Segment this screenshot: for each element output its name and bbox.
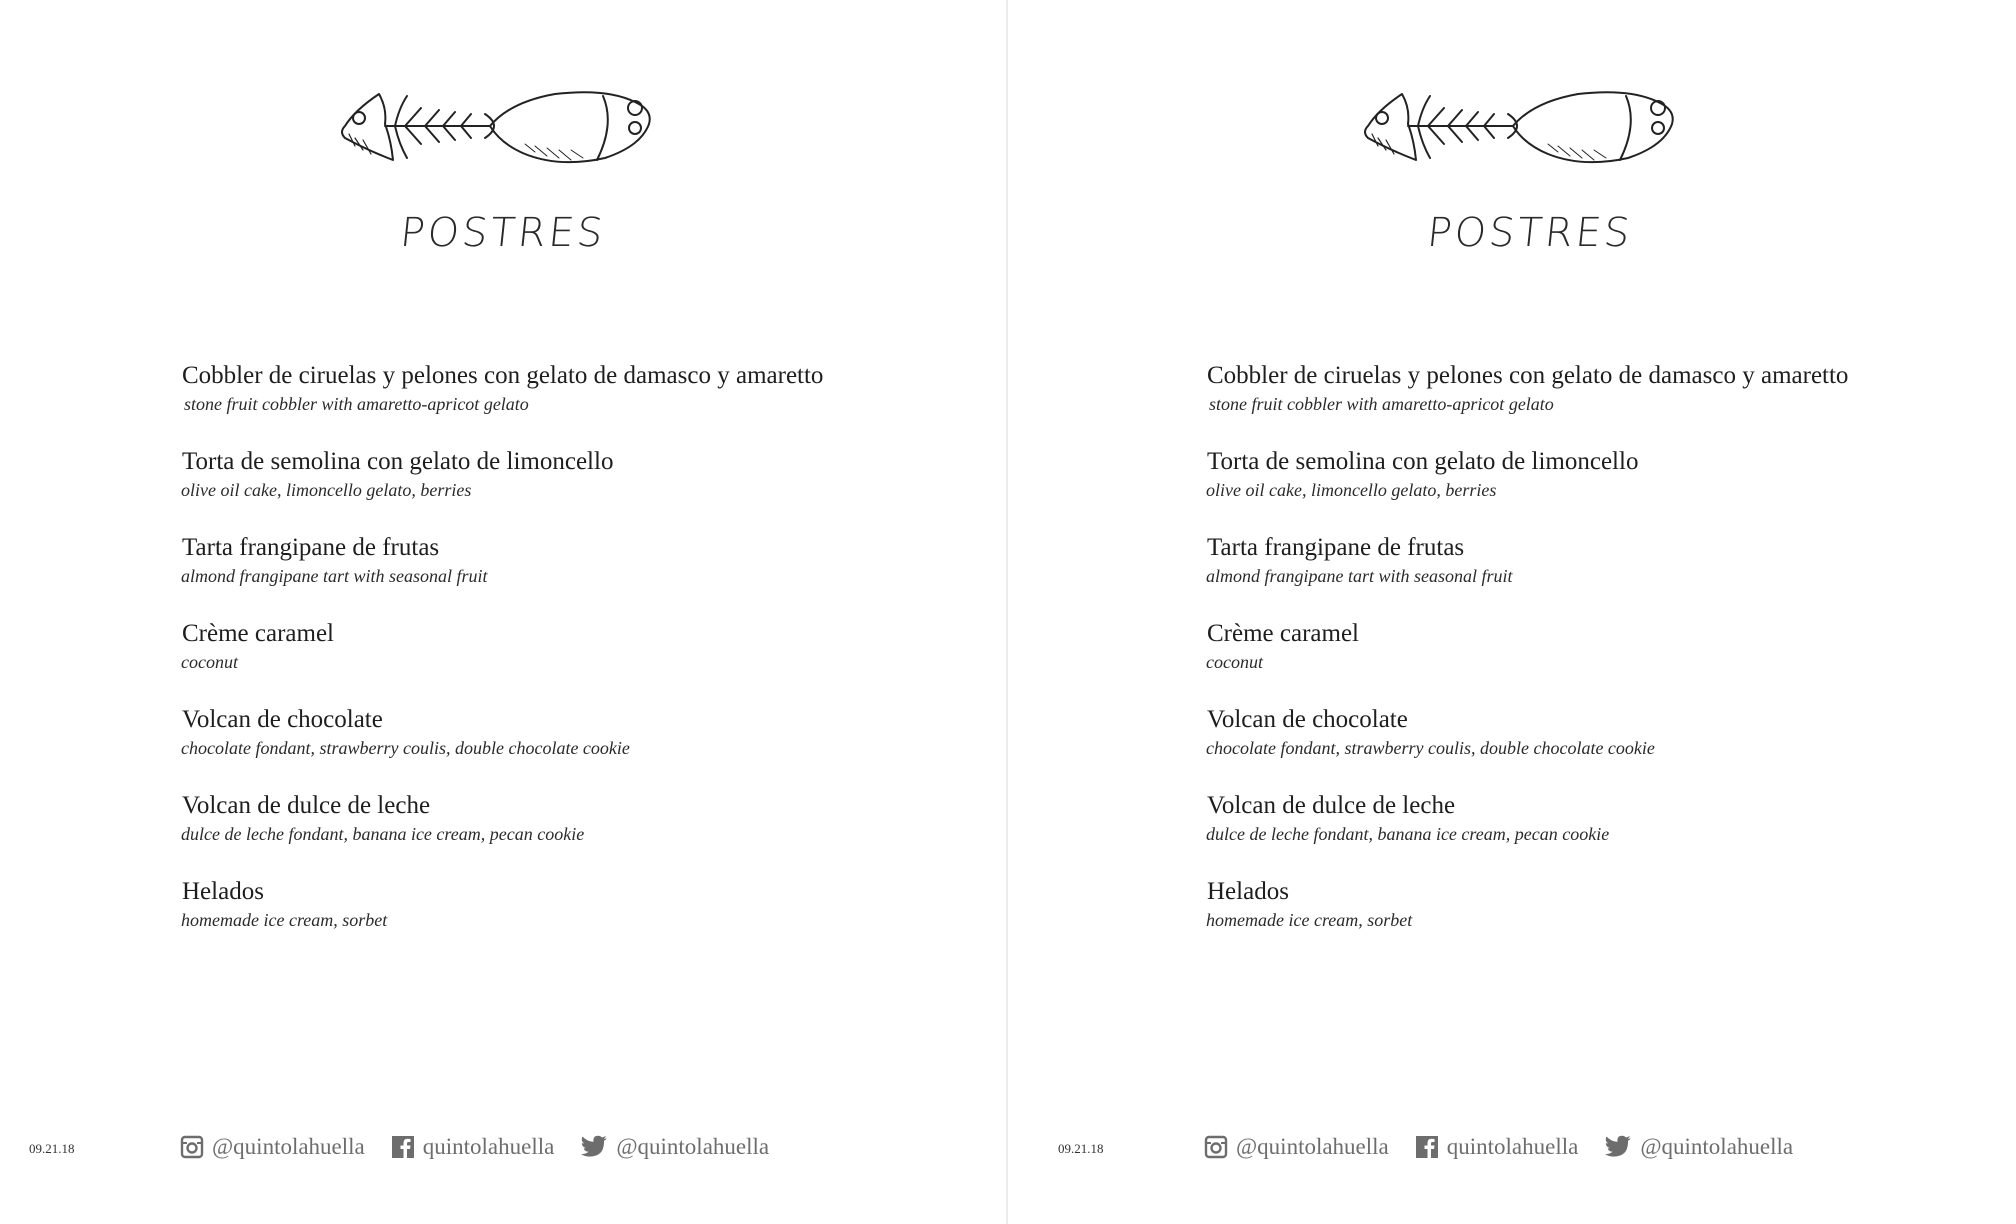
dish-list [1207, 360, 2007, 962]
instagram-handle: @quintolahuella [1236, 1134, 1389, 1159]
twitter-link[interactable] [1604, 1134, 1793, 1160]
page-title: POSTRES [1425, 210, 1635, 256]
list-item [1207, 704, 2007, 790]
dish-name: Crème caramel [182, 620, 334, 647]
instagram-link[interactable] [180, 1134, 365, 1160]
list-item [182, 532, 982, 618]
list-item [182, 876, 982, 962]
dish-description: almond frangipane tart with seasonal fruit [1206, 566, 1513, 586]
facebook-link[interactable] [391, 1134, 555, 1160]
dish-description: chocolate fondant, strawberry coulis, double chocolate cookie [1206, 738, 1655, 758]
list-item [1207, 618, 2007, 704]
list-item [1207, 532, 2007, 618]
facebook-icon [1415, 1135, 1439, 1159]
list-item [182, 446, 982, 532]
dish-description: coconut [181, 652, 238, 672]
facebook-icon [391, 1135, 415, 1159]
dish-name: Cobbler de ciruelas y pelones con gelato de damasco y amaretto [1207, 362, 1849, 389]
list-item [182, 790, 982, 876]
twitter-handle: @quintolahuella [616, 1134, 770, 1159]
dish-description: homemade ice cream, sorbet [181, 910, 388, 930]
dish-name: Helados [182, 878, 264, 905]
instagram-link[interactable] [1204, 1134, 1389, 1160]
list-item [1207, 790, 2007, 876]
dish-name: Volcan de chocolate [182, 706, 383, 733]
list-item [182, 618, 982, 704]
facebook-link[interactable] [1415, 1134, 1579, 1160]
dish-description: dulce de leche fondant, banana ice cream, pecan cookie [181, 824, 585, 844]
instagram-icon [1204, 1135, 1228, 1159]
dish-name: Tarta frangipane de frutas [1207, 534, 1465, 561]
facebook-handle: quintolahuella [1446, 1134, 1579, 1159]
dish-name: Torta de semolina con gelato de limoncello [182, 448, 614, 475]
dish-description: olive oil cake, limoncello gelato, berries [1206, 480, 1497, 500]
social-links [180, 1134, 769, 1160]
dish-description: dulce de leche fondant, banana ice cream, pecan cookie [1206, 824, 1610, 844]
twitter-handle: @quintolahuella [1640, 1134, 1794, 1159]
facebook-handle: quintolahuella [422, 1134, 555, 1159]
dish-name: Volcan de dulce de leche [182, 792, 431, 819]
list-item [1207, 446, 2007, 532]
list-item [1207, 360, 2007, 446]
twitter-icon [1604, 1135, 1632, 1159]
twitter-icon [580, 1135, 608, 1159]
dish-name: Helados [1207, 878, 1289, 905]
dish-description: coconut [1206, 652, 1263, 672]
social-links [1204, 1134, 1793, 1160]
menu-page-right [1008, 0, 2016, 1224]
dish-name: Volcan de chocolate [1207, 706, 1408, 733]
dish-list [182, 360, 982, 962]
menu-date: 09.21.18 [29, 1141, 75, 1156]
list-item [182, 704, 982, 790]
dish-name: Torta de semolina con gelato de limoncello [1207, 448, 1639, 475]
list-item [182, 360, 982, 446]
dish-description: stone fruit cobbler with amaretto-apricot gelato [1209, 394, 1554, 414]
twitter-link[interactable] [580, 1134, 769, 1160]
fish-logo-icon [335, 88, 655, 170]
menu-date: 09.21.18 [1058, 1141, 1104, 1156]
list-item [1207, 876, 2007, 962]
dish-description: stone fruit cobbler with amaretto-apricot gelato [184, 394, 529, 414]
dish-name: Crème caramel [1207, 620, 1359, 647]
fish-logo-icon [1358, 88, 1678, 170]
instagram-icon [180, 1135, 204, 1159]
page-title: POSTRES [398, 210, 608, 256]
dish-name: Cobbler de ciruelas y pelones con gelato de damasco y amaretto [182, 362, 824, 389]
dish-description: almond frangipane tart with seasonal fruit [181, 566, 488, 586]
dish-description: chocolate fondant, strawberry coulis, double chocolate cookie [181, 738, 630, 758]
dish-description: homemade ice cream, sorbet [1206, 910, 1413, 930]
dish-name: Tarta frangipane de frutas [182, 534, 440, 561]
instagram-handle: @quintolahuella [212, 1134, 365, 1159]
dish-description: olive oil cake, limoncello gelato, berries [181, 480, 472, 500]
dish-name: Volcan de dulce de leche [1207, 792, 1456, 819]
